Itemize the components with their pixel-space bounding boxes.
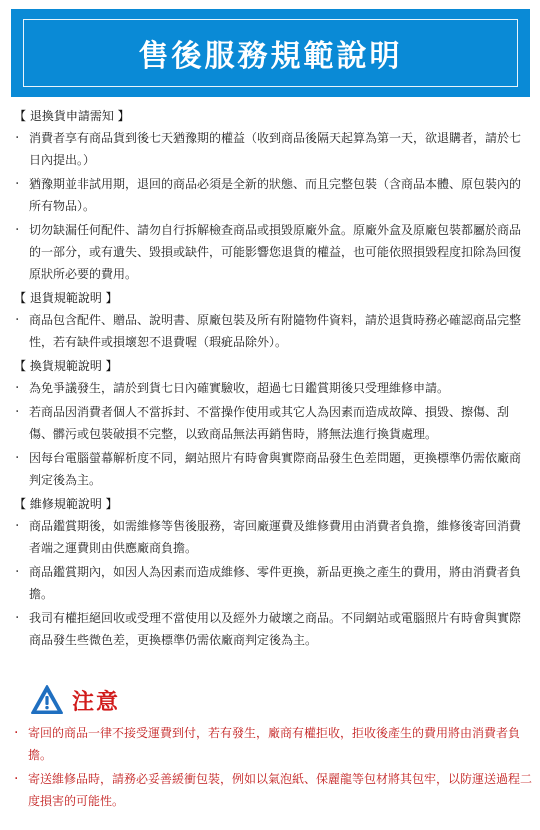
bullet-icon: · [15,176,20,192]
bullet-icon: · [14,725,19,741]
bullet-icon: · [15,518,20,534]
notice-box [14,680,532,812]
bullet-icon: · [15,222,20,238]
notice-header [14,680,532,720]
section-heading-return-policy: 【 退貨規範說明 】 [14,291,118,305]
policy-content [14,104,532,653]
bullet-icon: · [15,130,20,146]
list-item: · 商品鑑賞期後，如需維修等售後服務，寄回廠運費及維修費用由消費者負擔，維修後寄回消費者端之運費則由供應廠商負擔。 [14,515,532,559]
list-item: · 猶豫期並非試用期，退回的商品必須是全新的狀態、而且完整包裝（含商品本體、原包裝內的所有物品）。 [14,173,532,217]
list-item: · 為免爭議發生，請於到貨七日內確實驗收，超過七日鑑賞期後只受理維修申請。 [14,377,532,399]
bullet-icon: · [14,771,19,787]
list-item: · 因每台電腦螢幕解析度不同，網站照片有時會與實際商品發生色差問題，更換標準仍需依廠商判定後為主。 [14,447,532,491]
list-item: · 若商品因消費者個人不當拆封、不當操作使用或其它人為因素而造成故障、損毀、擦傷、刮傷、髒污或包裝破損不完整，以致商品無法再銷售時，將無法進行換貨處理。 [14,401,532,445]
list-item: · 消費者享有商品貨到後七天猶豫期的權益（收到商品後隔天起算為第一天，欲退購者，請於七日內提出。） [14,127,532,171]
bullet-icon: · [15,450,20,466]
section-heading-repair-policy: 【 維修規範說明 】 [14,497,118,511]
bullet-icon: · [15,610,20,626]
notice-item: · 寄回的商品一律不接受運費到付，若有發生，廠商有權拒收，拒收後產生的費用將由消費者負擔。 [14,722,532,766]
warning-triangle-icon [30,684,64,716]
page-header [11,9,530,97]
page-title: 售後服務規範說明 [138,39,403,74]
list-item: · 切勿缺漏任何配件、請勿自行拆解檢查商品或損毀原廠外盒。原廠外盒及原廠包裝都屬於商品的一部分，或有遺失、毀損或缺件，可能影響您退貨的權益，也可能依照損毀程度扣除為回復原狀所必要的費用。 [14,219,532,285]
list-item: · 商品包含配件、贈品、說明書、原廠包裝及所有附隨物件資料，請於退貨時務必確認商品完整性，若有缺件或損壞恕不退費喔（瑕疵品除外）。 [14,309,532,353]
list-item: · 商品鑑賞期內，如因人為因素而造成維修、零件更換，新品更換之產生的費用，將由消費者負擔。 [14,561,532,605]
bullet-icon: · [15,564,20,580]
bullet-icon: · [15,380,20,396]
header-frame [23,19,518,87]
notice-item: · 寄送維修品時，請務必妥善緩衝包裝，例如以氣泡紙、保麗龍等包材將其包牢，以防運送過程二度損害的可能性。 [14,768,532,812]
notice-title: 注意 [72,689,121,715]
bullet-icon: · [15,404,20,420]
bullet-icon: · [15,312,20,328]
section-heading-return-notice: 【 退換貨申請需知 】 [14,109,130,123]
list-item: · 我司有權拒絕回收或受理不當使用以及經外力破壞之商品。不同網站或電腦照片有時會與實際商品發生些微色差，更換標準仍需依廠商判定後為主。 [14,607,532,651]
section-heading-exchange-policy: 【 換貨規範說明 】 [14,359,118,373]
